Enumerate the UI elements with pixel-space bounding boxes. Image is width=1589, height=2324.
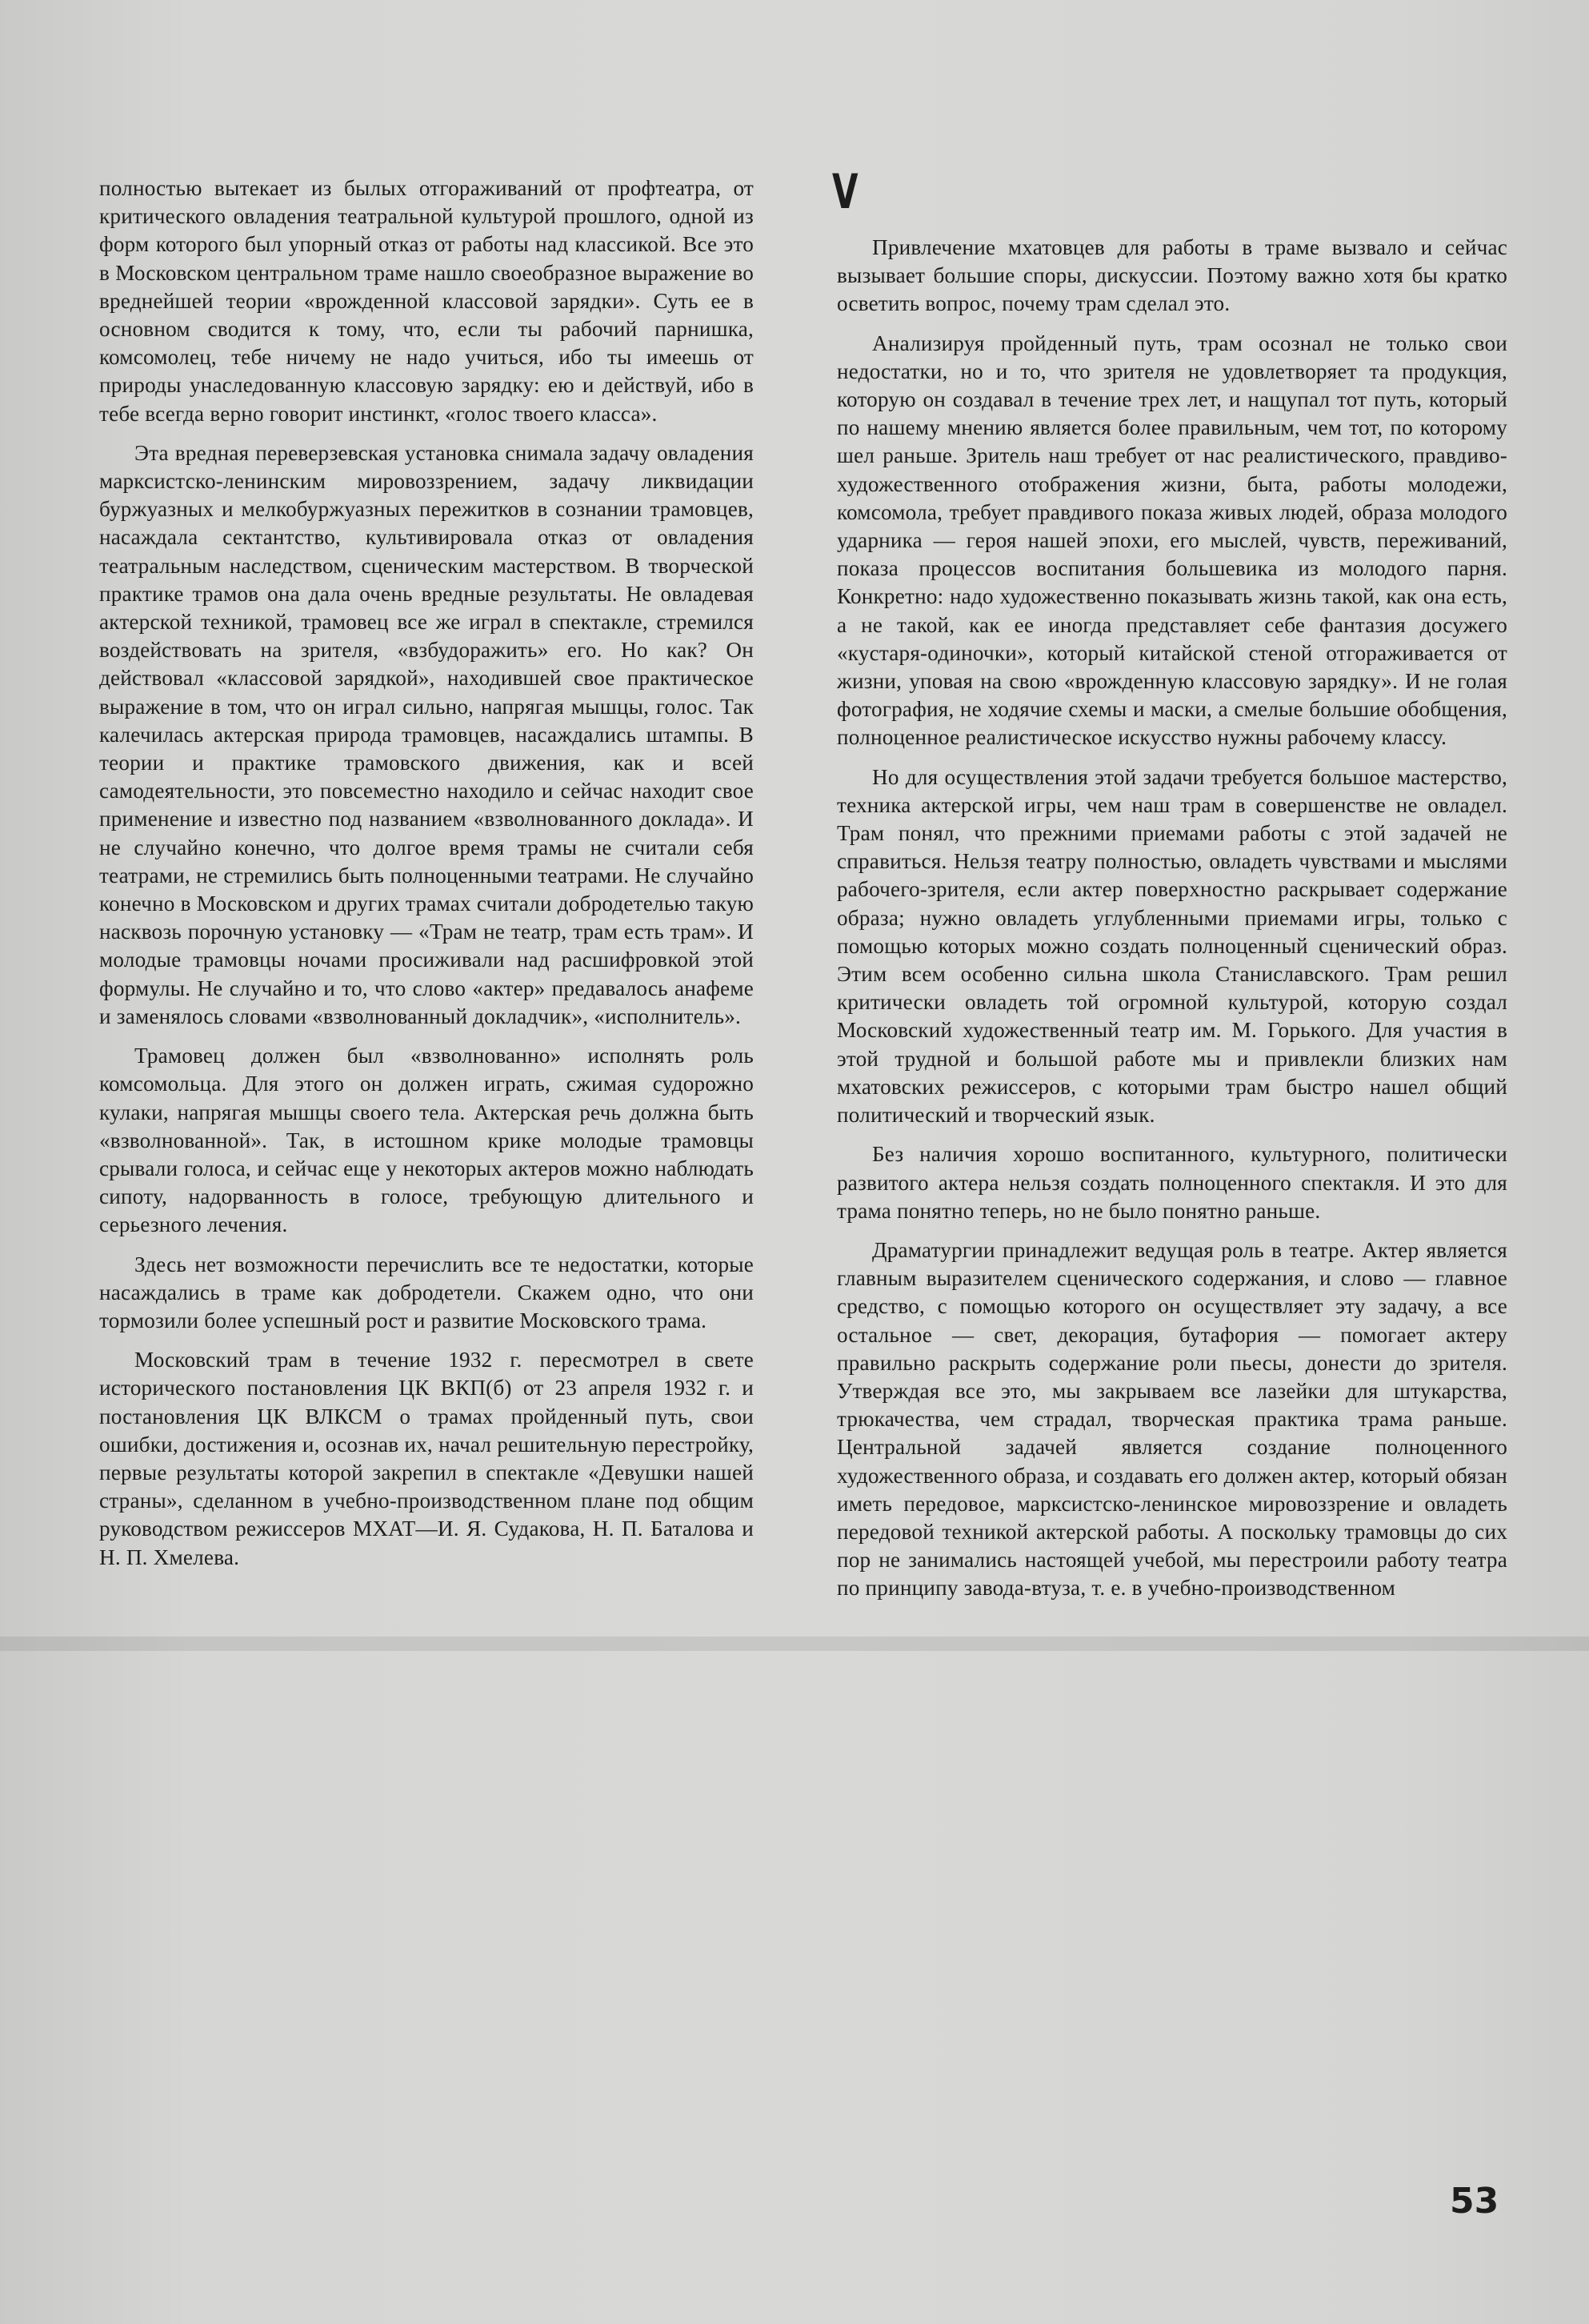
section-numeral: V [832,164,859,220]
paragraph: Эта вредная переверзевская установка снимала задачу овладения марксистско-ленинским мировоззрением, задачу ликвидации буржуазных и мелкобуржуазных пережитков в сознании трамовцев, насаждала сектантство, культивировала отказ от овладения театральным наследством, сценическим мастерством. В творческой практике трамов она дала очень вредные результаты. Не овладевая актерской техникой, трамовец все же играл в спектакле, стремился воздействовать на зрителя, «взбудоражить» его. Но как? Он действовал «классовой зарядкой», находившей свое практическое выражение в том, что он играл сильно, напрягая мышцы, голос. Так калечилась актерская природа трамовцев, насаждались штампы. В теории и практике трамовского движения, как и всей самодеятельности, это повсеместно находило и сейчас находит свое применение и известно под названием «взволнованного доклада». И не случайно конечно, что долгое время трамы не считали себя театрами, не стремились быть полноценными театрами. Не случайно конечно в Московском и других трамах считали добродетелью такую насквозь порочную установку — «Трам не театр, трам есть трам». И молодые трамовцы ночами просиживали над расшифровкой этой формулы. Не случайно и то, что слово «актер» предавалось анафеме и заменялось словами «взволнованный докладчик», «исполнитель». [99,440,754,1028]
paragraph: Здесь нет возможности перечислить все те недостатки, которые насаждались в траме как добродетели. Скажем одно, что они тормозили более успешный рост и развитие Московского трама. [99,1252,754,1332]
paragraph: Трамовец должен был «взволнованно» исполнять роль комсомольца. Для этого он должен играть, сжимая судорожно кулаки, напрягая мышцы своего тела. Актерская речь должна быть «взволнованной». Так, в истошном крике молодые трамовцы срывали голоса, и сейчас еще у некоторых актеров можно наблюдать сипоту, надорванность в голосе, требующую длительного и серьезного лечения. [99,1044,754,1237]
paragraph: Московский трам в течение 1932 г. пересмотрел в свете исторического постановления ЦК ВКП(б) от 23 апреля 1932 г. и постановления ЦК ВЛКСМ о трамах пройденный путь, свои ошибки, достижения и, осознав их, начал решительную перестройку, первые результаты которой закрепил в спектакле «Девушки нашей страны», сделанном в учебно-производственном плане под общим руководством режиссеров МХАТ—И. Я. Судакова, Н. П. Баталова и Н. П. Хмелева. [99,1348,754,1569]
paragraph: Привлечение мхатовцев для работы в траме вызвало и сейчас вызывает большие споры, дискуссии. Поэтому важно хотя бы кратко осветить вопрос, почему трам сделал это. [837,235,1507,316]
paragraph: Драматургии принадлежит ведущая роль в театре. Актер является главным выразителем сценического содержания, и слово — главное средство, с помощью которого он осуществляет эту задачу, а все остальное — свет, декорация, бутафория — помогает актеру правильно раскрыть содержание роли пьесы, донести до зрителя. Утверждая все это, мы закрываем все лазейки для штукарства, трюкачества, чем страдал, творческая практика трама раньше. Центральной задачей является создание полноценного художественного образа, и создавать его должен актер, который обязан иметь передовое, марксистско-ленинское мировоззрение и овладеть передовой техникой актерской работы. А поскольку трамовцы до сих пор не занимались настоящей учебой, мы перестроили работу театра по принципу завода-втуза, т. е. в учебно-производственном [837,1237,1507,1601]
paragraph: Анализируя пройденный путь, трам осознал не только свои недостатки, но и то, что зрителя не удовлетворяет та продукция, которую он создавал в течение трех лет, и нащупал тот путь, который по нашему мнению является более правильным, чем тот, по которому шел раньше. Зритель наш требует от нас реалистического, правдиво-художественного отображения жизни, быта, работы молодежи, комсомола, требует правдивого показа живых людей, образа молодого ударника — героя нашей эпохи, его мыслей, чувств, переживаний, показа процессов воспитания большевика из молодого парня. Конкретно: надо художественно показывать жизнь такой, как она есть, а не такой, как ее иногда представляет себе фантазия досужего «кустаря-одиночки», который китайской стеной отгораживается от жизни, уповая на свою «врожденную классовую зарядку». И не голая фотография, не ходячие схемы и маски, а смелые большие обобщения, полноценное реалистическое искусство нужны рабочему классу. [837,331,1507,750]
paragraph: Но для осуществления этой задачи требуется большое мастерство, техника актерской игры, чем наш трам в совершенстве не овладел. Трам понял, что прежними приемами работы с этой задачей не справиться. Нельзя театру полностью, овладеть чувствами и мыслями рабочего-зрителя, если актер поверхностно раскрывает содержание образа; нужно овладеть углубленными приемами игры, только с помощью которых можно создать полноценный сценический образ. Этим всем особенно сильна школа Станиславского. Трам решил критически овладеть той огромной культурой, которую создал Московский художественный театр им. М. Горького. Для участия в этой трудной и большой работе мы и привлекли близких нам мхатовских режиссеров, с которыми трам быстро нашел общий политический и творческий язык. [837,764,1507,1128]
page-fold-shadow [0,1637,1589,1651]
paragraph: Без наличия хорошо воспитанного, культурного, политически развитого актера нельзя создать полноценного спектакля. И это для трама понятно теперь, но не было понятно раньше. [837,1142,1507,1223]
right-text-column [837,234,1507,1614]
left-text-column [99,174,754,1583]
page-number: 53 [1450,2181,1499,2222]
paragraph: полностью вытекает из былых отгораживаний от профтеатра, от критического овладения театральной культурой прошлого, одной из форм которого был упорный отказ от работы над классикой. Все это в Московском центральном траме нашло своеобразное выражение во вреднейшей теории «врожденной классовой зарядки». Суть ее в основном сводится к тому, что, если ты рабочий парнишка, комсомолец, тебе ничему не надо учиться, ибо ты имеешь от природы унаследованную классовую зарядку: ею и действуй, ибо в тебе всегда верно говорит инстинкт, «голос твоего класса». [99,176,754,426]
